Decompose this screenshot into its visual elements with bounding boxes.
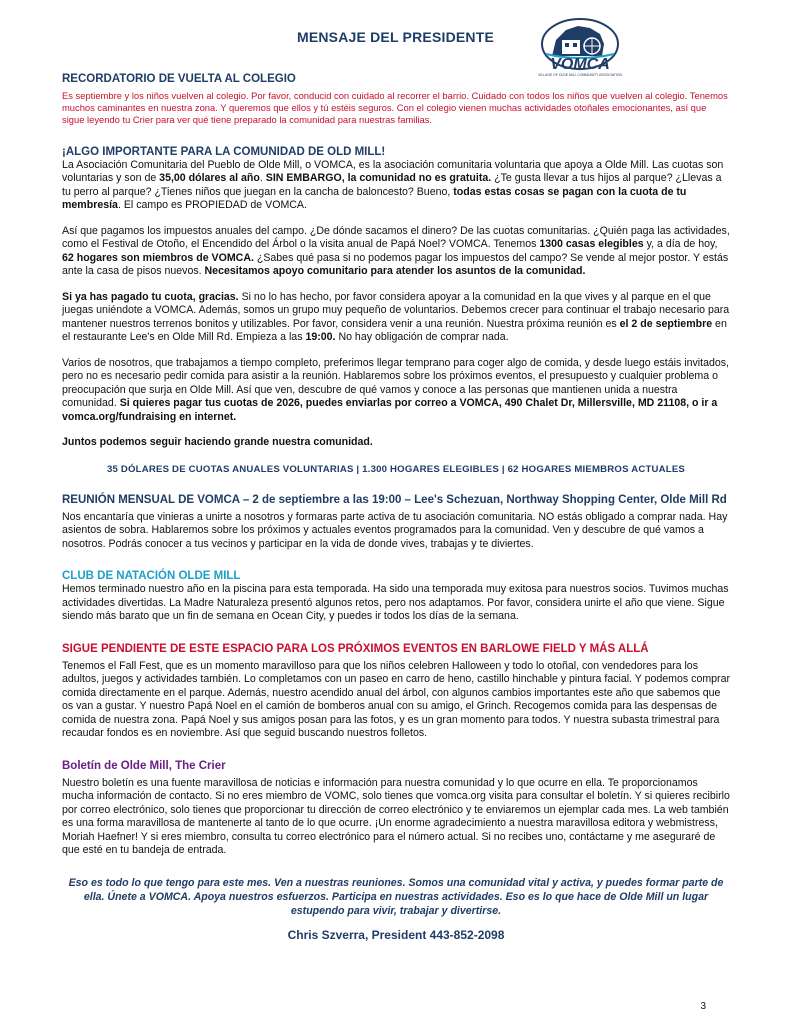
page-number: 3 — [700, 1001, 706, 1012]
section-heading-swim-club: CLUB DE NATACIÓN OLDE MILL — [62, 570, 241, 583]
stats-line: 35 DÓLARES DE CUOTAS ANUALES VOLUNTARIAS | 1.300 HOGARES ELEGIBLES | 62 HOGARES MIEMBROS ACTUALES — [106, 463, 686, 475]
logo-subtext: VILLAGE OF OLDE MILL COMMUNITY ASSOCIATION — [538, 73, 622, 77]
important-paragraph-1: La Asociación Comunitaria del Pueblo de Olde Mill, o VOMCA, es la asociación comunitaria voluntaria que apoya a Olde Mill. Las cuotas son voluntarias y son de 35,00 dólares al año. SIN EMBARGO, la comunidad no es gratuita. ¿Te gusta llevar a tus hijos al parque? ¿Llevas a tu perro al parque? ¿Tienes niños que juegan en la cancha de baloncesto? Bueno, todas estas cosas se pagan con la cuota de tu membresía. El campo es PROPIEDAD de VOMCA. — [62, 158, 724, 212]
section-heading-back-to-school: RECORDATORIO DE VUELTA AL COLEGIO — [62, 73, 296, 85]
section-heading-important: ¡ALGO IMPORTANTE PARA LA COMUNIDAD DE OLD MILL! — [62, 145, 386, 158]
important-paragraph-4: Varios de nosotros, que trabajamos a tiempo completo, preferimos llegar temprano para coger algo de comida, y desde luego estáis invitados, pero no es necesario pedir comida para asistir a la reunión. Hablaremos sobre los próximos eventos, el presupuesto y cualquier problema o preocupación que surja en Olde Mill. Así que ven, descubre de qué vamos y conoce a las personas que mantienen unida a nuestra comunidad. Si quieres pagar tus cuotas de 2026, puedes enviarlas por correo a VOMCA, 490 Chalet Dr, Millersville, MD 21108, o ir a vomca.org/fundraising en internet. — [62, 356, 729, 423]
president-signature: Chris Szverra, President 443-852-2098 — [287, 927, 505, 942]
section-heading-events: SIGUE PENDIENTE DE ESTE ESPACIO PARA LOS PRÓXIMOS EVENTOS EN BARLOWE FIELD Y MÁS ALLÁ — [62, 642, 649, 655]
important-paragraph-3: Si ya has pagado tu cuota, gracias. Si no lo has hecho, por favor considera apoyar a la comunidad en la que vives y al parque en el que juegas uniéndote a VOMCA. Además, somos un grupo muy pequeño de voluntarios. Debemos crecer para continuar el trabajo necesario para mantener nuestros terrenos bonitos y utilizables. Por favor, considera venir a una reunión. Nuestra próxima reunión es el 2 de septiembre en el restaurante Lee's en Olde Mill Rd. Empieza a las 19:00. No hay obligación de comprar nada. — [62, 290, 730, 344]
meeting-body: Nos encantaría que vinieras a unirte a nosotros y formaras parte activa de tu asociación comunitaria. NO estás obligado a comprar nada. Hay asientos de sobra. Hablaremos sobre los próximos y actuales eventos programados para la comunidad. Ven y descubre de qué vamos a nosotros. Podrás conocer a tus vecinos y participar en la vida de donde vives, trabajas y te diviertes. — [62, 510, 728, 550]
closing-message: Eso es todo lo que tengo para este mes. Ven a nuestras reuniones. Somos una comunidad vital y activa, y puedes formar parte de ella. Únete a VOMCA. Apoya nuestros esfuerzos. Participa en nuestras actividades. Eso es lo que hace de Olde Mill un lugar estupendo para vivir, trabajar y divertirse. — [68, 876, 724, 917]
crier-body: Nuestro boletín es una fuente maravillosa de noticias e información para nuestra comunidad y lo que ocurre en ella. Te proporcionamos mucha información de contacto. Si no eres miembro de VOMC, solo tienes que vomca.org visita para consultar el boletín. Y si quieres recibirlo por correo electrónico, solo tienes que proporcionar tu dirección de correo electrónico y te enviaremos un ejemplar cada mes. La web también es una forma maravillosa de mantenerte al tanto de lo que ocurre. ¡Un enorme agradecimiento a nuestra maravillosa editora y webmistress, Moriah Haefner! Y si eres miembro, consulta tu correo electrónico para el número actual. Si no recibes uno, contáctame y me aseguraré de que esté en tu bandeja de entrada. — [62, 776, 730, 857]
main-content — [62, 72, 730, 942]
back-to-school-body: Es septiembre y los niños vuelven al colegio. Por favor, conducid con cuidado al recorrer el barrio. Cuidado con todos los niños que vuelven al colegio. Tenemos muchos caminantes en nuestra zona. Y queremos que ellos y tú estéis seguros. Con el colegio vienen muchas actividades otoñales emocionantes, así que sigue leyendo tu Crier para ver qué tiene preparado la comunidad para nuestras familias. — [62, 90, 728, 126]
section-heading-crier: Boletín de Olde Mill, The Crier — [62, 759, 226, 772]
vomca-logo-graphic — [532, 18, 628, 80]
important-paragraph-2: Así que pagamos los impuestos anuales del campo. ¿De dónde sacamos el dinero? De las cuotas comunitarias. ¿Quién paga las actividades, como el Festival de Otoño, el Encendido del Árbol o la visita anual de Papá Noel? VOMCA. Tenemos 1300 casas elegibles y, a día de hoy, 62 hogares son miembros de VOMCA. ¿Sabes qué pasa si no podemos pagar los impuestos del campo? Se vende al mejor postor. Y estás ante la casa de pisos nuevos. Necesitamos apoyo comunitario para atender los asuntos de la comunidad. — [62, 224, 730, 278]
logo-text: VOMCA — [550, 56, 610, 73]
vomca-logo — [532, 18, 628, 80]
page-title: MENSAJE DEL PRESIDENTE — [296, 29, 495, 45]
events-body: Tenemos el Fall Fest, que es un momento maravilloso para que los niños celebren Halloween y todo lo otoñal, con vendedores para los adultos, juegos y actividades también. Lo completamos con un paseo en carro de heno, castillo hinchable y pintura facial. Y podemos comprar comida directamente en el parque. Además, nuestro acendido anual del árbol, con algunos cambios importantes este año que sabemos que os van a gustar. Y nuestro Papá Noel en el camión de bomberos anual con su amigo, el Grinch. Recogemos comida para las despensas de comida de nuestra zona. Papá Noel y sus amigos posan para las fotos, y es un gran momento para todos. Y nuestra subasta trimestral para recaudar fondos es en noviembre. Así que seguid buscando nuestros folletos. — [62, 659, 730, 740]
section-heading-meeting: REUNIÓN MENSUAL DE VOMCA – 2 de septiembre a las 19:00 – Lee's Schezuan, Northway Shopping Center, Olde Mill Rd — [62, 493, 727, 506]
important-paragraph-5: Juntos podemos seguir haciendo grande nuestra comunidad. — [62, 436, 373, 449]
swim-club-body: Hemos terminado nuestro año en la piscina para esta temporada. Ha sido una temporada muy exitosa para nuestros socios. Tuvimos muchas actividades divertidas. La Madre Naturaleza presentó algunos retos, pero nos adaptamos. Por favor, considera unirte el año que viene. Sigue siendo más barato que un fin de semana en Ocean City, y puedes ir todos los días de la semana. — [62, 583, 729, 623]
